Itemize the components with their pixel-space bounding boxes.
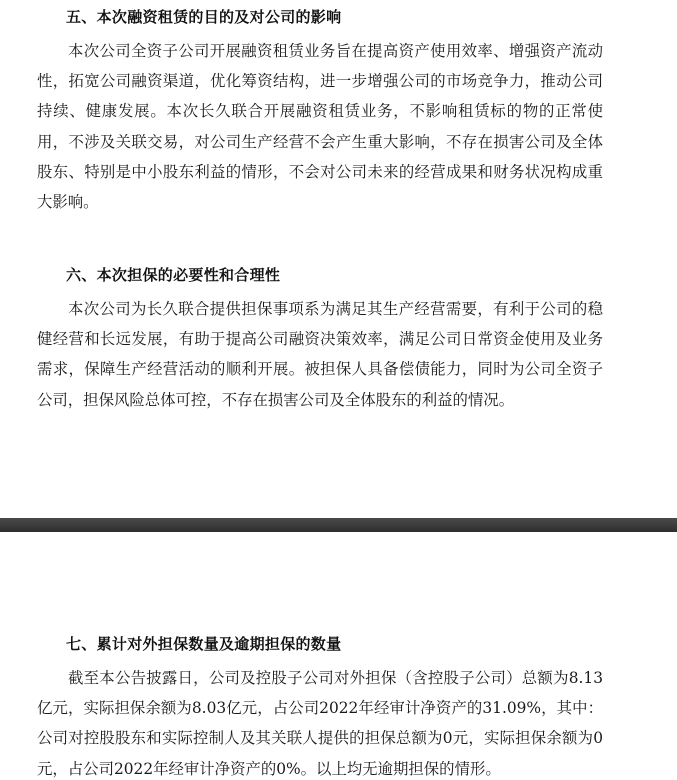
section-heading: 五、本次融资租赁的目的及对公司的影响 (66, 8, 342, 26)
section-guarantee-necessity (37, 265, 603, 415)
section-paragraph: 本次公司全资子公司开展融资租赁业务旨在提高资产使用效率、增强资产流动性，拓宽公司融资渠道，优化筹资结构，进一步增强公司的市场竞争力，推动公司持续、健康发展。本次长久联合开展融资租赁业务，不影响租赁标的物的正常使用，不涉及关联交易，对公司生产经营不会产生重大影响，不存在损害公司及全体股东、特别是中小股东利益的情形，不会对公司未来的经营成果和财务状况构成重大影响。 (37, 42, 603, 212)
section-purpose-and-impact (37, 7, 603, 217)
section-paragraph: 本次公司为长久联合提供担保事项系为满足其生产经营需要，有利于公司的稳健经营和长远发展，有助于提高公司融资决策效率，满足公司日常资金使用及业务需求，保障生产经营活动的顺利开展。被担保人具备偿债能力，同时为公司全资子公司，担保风险总体可控，不存在损害公司及全体股东的利益的情况。 (37, 300, 603, 409)
section-heading: 六、本次担保的必要性和合理性 (66, 266, 281, 284)
section-heading: 七、累计对外担保数量及逾期担保的数量 (66, 635, 342, 653)
section-cumulative-guarantees (37, 634, 603, 780)
section-paragraph: 截至本公告披露日，公司及控股子公司对外担保（含控股子公司）总额为8.13亿元，实际担保余额为8.03亿元，占公司2022年经审计净资产的31.09%，其中：公司对控股股东和实际控制人及其关联人提供的担保总额为0元，实际担保余额为0元，占公司2022年经审计净资产的0%。以上均无逾期担保的情形。 (37, 669, 603, 778)
page-separator (0, 518, 677, 532)
